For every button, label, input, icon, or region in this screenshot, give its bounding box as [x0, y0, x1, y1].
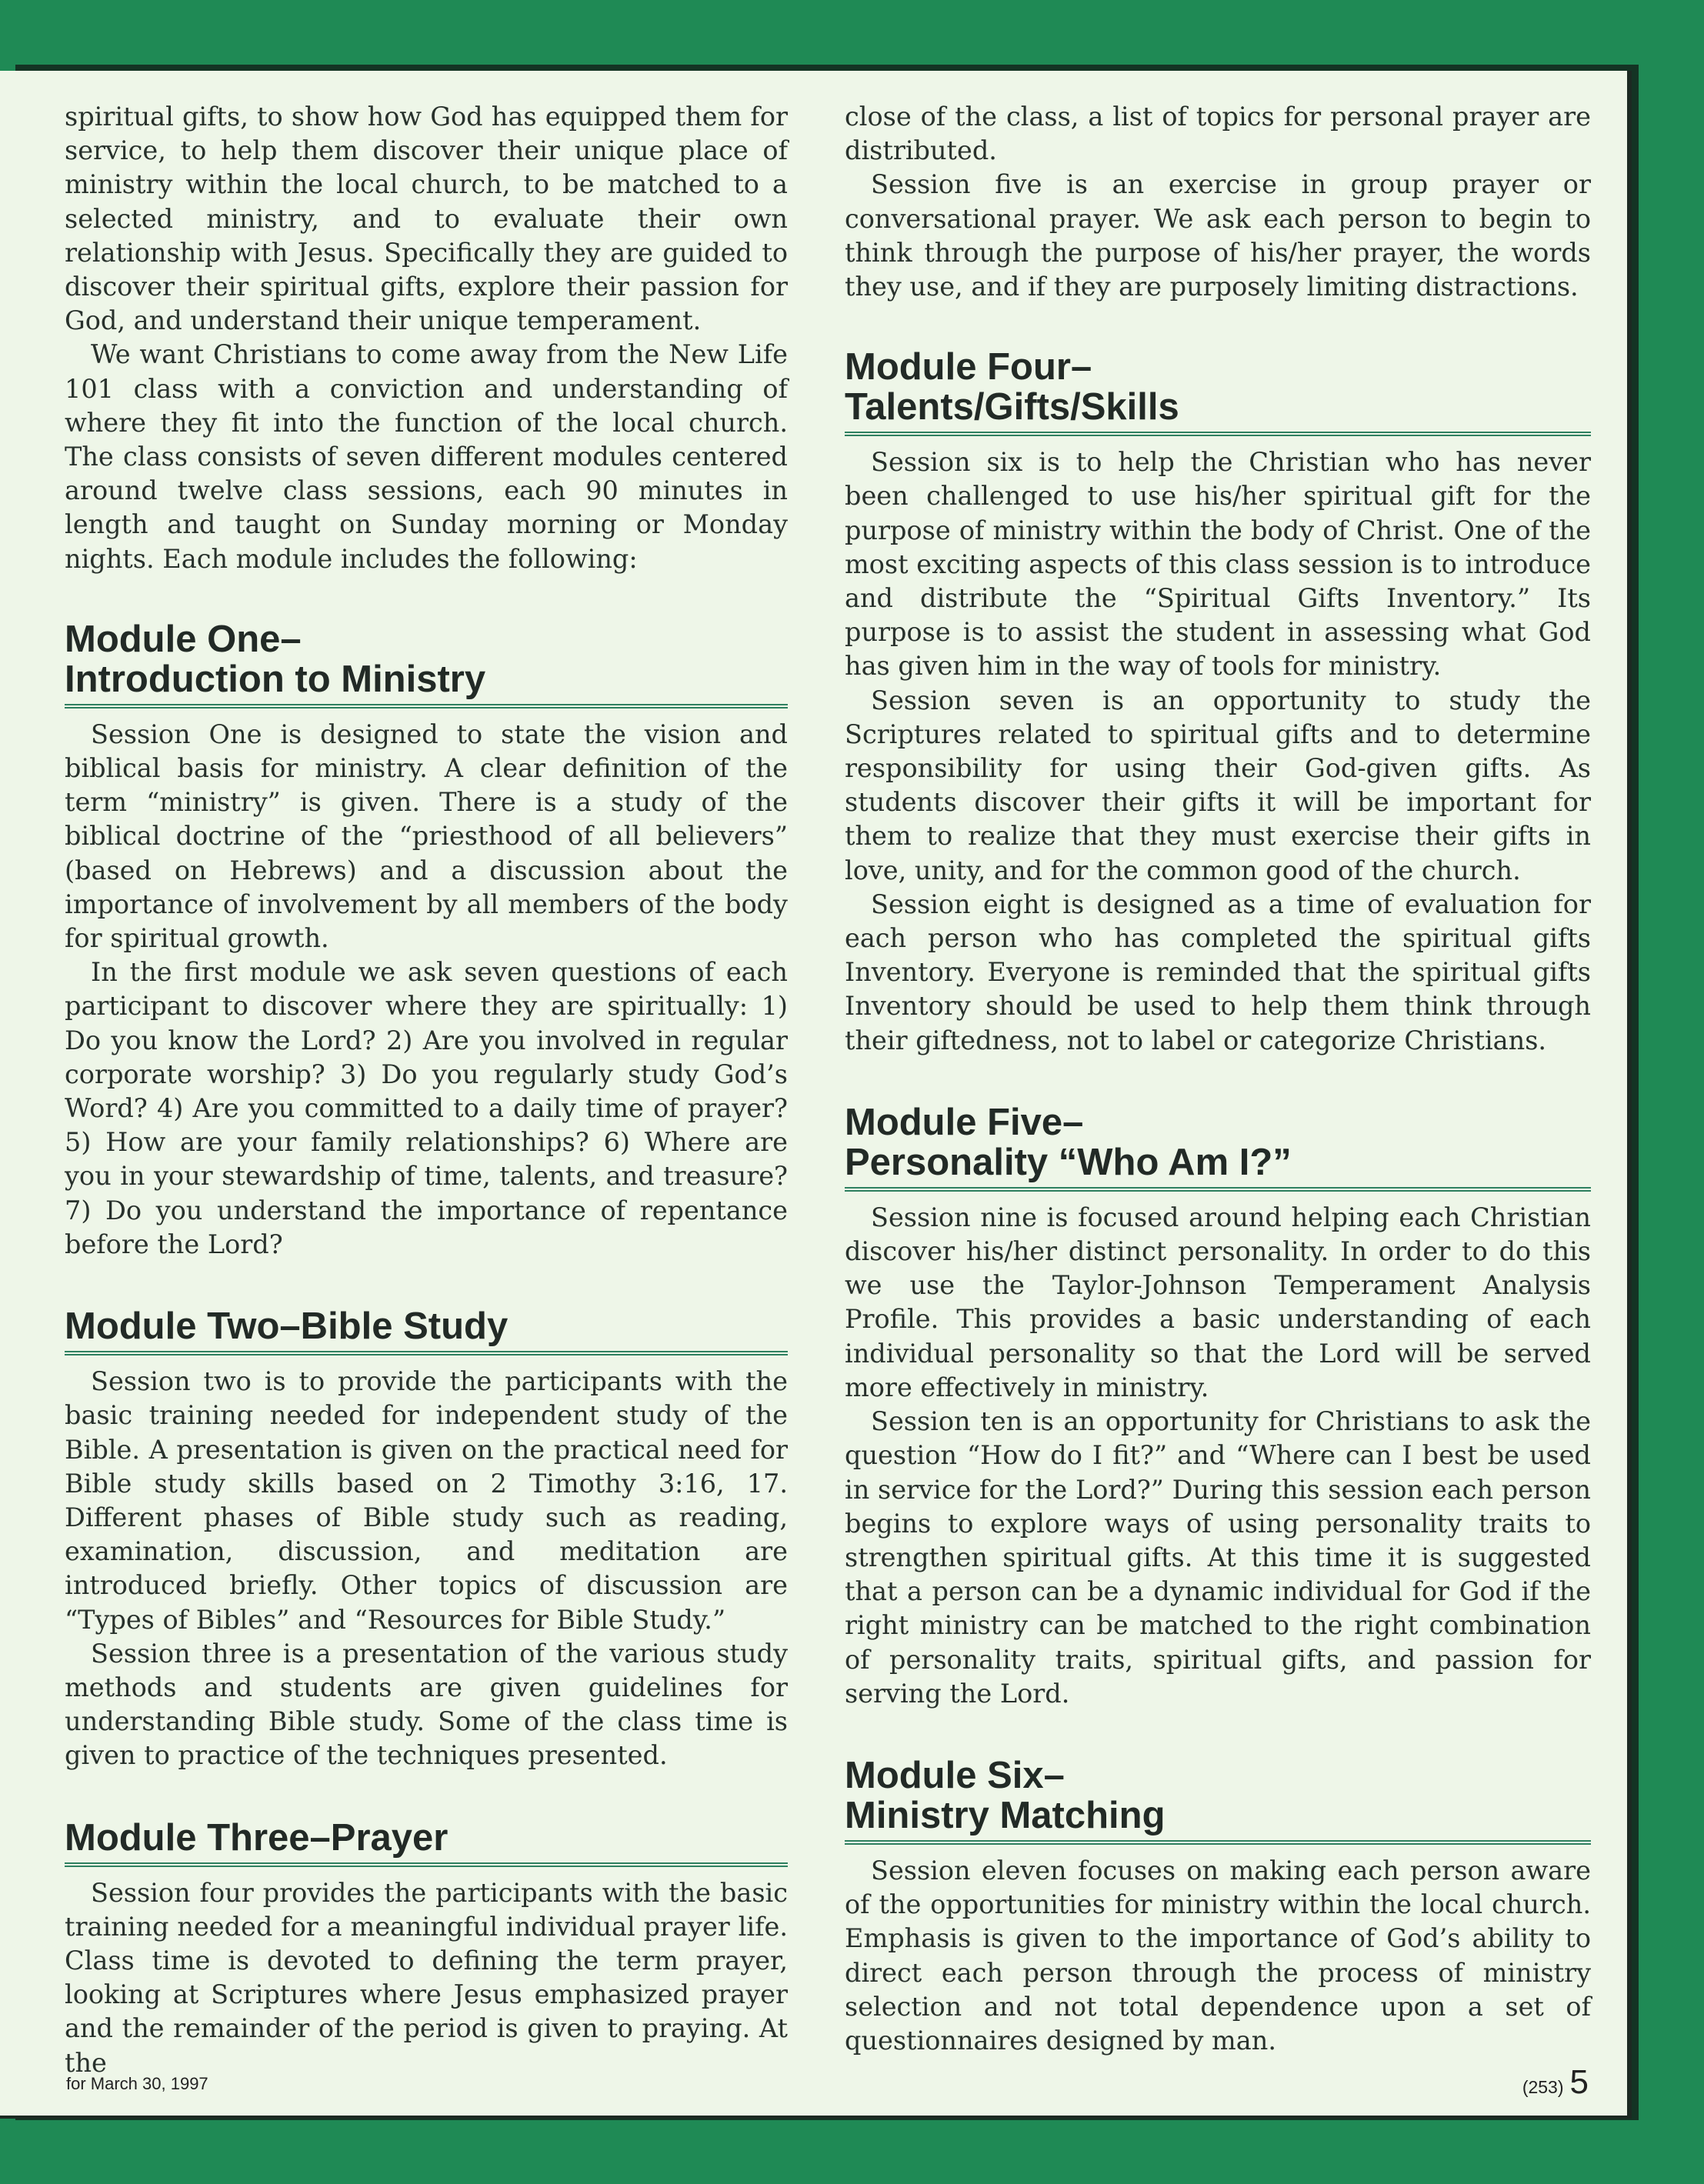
module-one-heading-line1: Module One–: [65, 618, 302, 660]
page-number: 5: [1569, 2063, 1589, 2101]
module-one-heading-line2: Introduction to Ministry: [65, 658, 486, 700]
module-one-paragraph-1: Session One is designed to state the vision and biblical basis for ministry. A clear definition of the term “ministry” is given. There is a study of the biblical doctrine of the “priesthood of all believers” (based on Hebrews) and a discussion about the importance of involvement by all members of the body for spiritual growth.: [65, 719, 788, 954]
module-six-heading: [845, 1756, 1591, 1845]
module-two-paragraph-1: Session two is to provide the participants with the basic training needed for independent study of the Bible. A presentation is given on the practical need for Bible study skills based on 2 Timothy 3:16, 17. Different phases of Bible study such as reading, examination, discussion, and meditation are introduced briefly. Other topics of discussion are “Types of Bibles” and “Resources for Bible Study.”: [65, 1366, 788, 1635]
module-three-paragraph-1: Session four provides the participants with the basic training needed for a meaningful individual prayer life. Class time is devoted to defining the term prayer, looking at Scriptures where Jesus emphasized prayer and the remainder of the period is given to praying. At the: [65, 1877, 788, 2078]
module-two-paragraph-2: Session three is a presentation of the various study methods and students are given guidelines for understanding Bible study. Some of the class time is given to practice of the techniques presented.: [65, 1638, 788, 1771]
module-one-heading: [65, 619, 788, 709]
session-five-paragraph: Session five is an exercise in group prayer or conversational prayer. We ask each person to begin to think through the purpose of his/her prayer, the words they use, and if they are purposely limiting distractions.: [845, 169, 1591, 302]
module-three-heading: [65, 1818, 788, 1867]
module-four-paragraph-2: Session seven is an opportunity to study the Scriptures related to spiritual gifts and to determine responsibility for using their God-given gifts. As students discover their gifts it will be important for them to realize that they must exercise their gifts in love, unity, and for the common good of the church.: [845, 685, 1591, 885]
module-five-heading-line2: Personality “Who Am I?”: [845, 1141, 1292, 1183]
module-four-paragraph-3: Session eight is designed as a time of evaluation for each person who has completed the spiritual gifts Inventory. Everyone is reminded that the spiritual gifts Inventory should be used to help them think through their giftedness, not to label or categorize Christians.: [845, 889, 1591, 1055]
module-two-heading-text: Module Two–Bible Study: [65, 1305, 509, 1348]
module-five-heading: [845, 1102, 1591, 1192]
right-column: [845, 100, 1591, 2058]
module-two-heading: [65, 1306, 788, 1355]
module-four-heading-line2: Talents/Gifts/Skills: [845, 386, 1179, 428]
intro-paragraph-2: We want Christians to come away from the New Life 101 class with a conviction and understanding of where they fit into the function of the local church. The class consists of seven different modules centered around twelve class sessions, each 90 minutes in length and taught on Sunday morning or Monday nights. Each module includes the following:: [65, 339, 788, 574]
module-five-heading-line1: Module Five–: [845, 1101, 1084, 1143]
prayer-continuation: close of the class, a list of topics for personal prayer are distributed.: [845, 102, 1591, 166]
module-six-paragraph-1: Session eleven focuses on making each person aware of the opportunities for ministry within the local church. Emphasis is given to the importance of God’s ability to direct each person through the process of ministry selection and not total dependence upon a set of questionnaires designed by man.: [845, 1855, 1591, 2056]
module-four-paragraph-1: Session six is to help the Christian who has never been challenged to use his/her spiritual gift for the purpose of ministry within the body of Christ. One of the most exciting aspects of this class session is to introduce and distribute the “Spiritual Gifts Inventory.” Its purpose is to assist the student in assessing what God has given him in the way of tools for ministry.: [845, 447, 1591, 682]
module-four-heading-line1: Module Four–: [845, 346, 1092, 388]
left-column: [65, 100, 788, 2080]
module-three-heading-text: Module Three–Prayer: [65, 1816, 449, 1859]
footer-date: for March 30, 1997: [66, 2074, 208, 2093]
module-five-paragraph-1: Session nine is focused around helping each Christian discover his/her distinct personality. In order to do this we use the Taylor-Johnson Temperament Analysis Profile. This provides a basic understanding of each individual personality so that the Lord will be served more effectively in ministry.: [845, 1202, 1591, 1402]
footer-page-info: [1522, 2063, 1589, 2102]
module-one-paragraph-2: In the first module we ask seven questions of each participant to discover where they are spiritually: 1) Do you know the Lord? 2) Are you involved in regular corporate worship? 3) Do you regularly study God’s Word? 4) Are you committed to a daily time of prayer? 5) How are your family relationships? 6) Where are you in your stewardship of time, talents, and treasure? 7) Do you understand the importance of repentance before the Lord?: [65, 957, 788, 1259]
magazine-page: [0, 71, 1632, 2119]
intro-paragraph-1: spiritual gifts, to show how God has equipped them for service, to help them discover their unique place of ministry within the local church, to be matched to a selected ministry, and to evaluate their own relationship with Jesus. Specifically they are guided to discover their spiritual gifts, explore their passion for God, and understand their unique temperament.: [65, 102, 788, 336]
module-four-heading: [845, 347, 1591, 436]
module-six-heading-line1: Module Six–: [845, 1754, 1065, 1796]
module-six-heading-line2: Ministry Matching: [845, 1794, 1165, 1836]
module-five-paragraph-2: Session ten is an opportunity for Christians to ask the question “How do I fit?” and “Where can I best be used in service for the Lord?” During this session each person begins to explore ways of using personality traits to strengthen spiritual gifts. At this time it is suggested that a person can be a dynamic individual for God if the right ministry can be matched to the right combination of personality traits, spiritual gifts, and passion for serving the Lord.: [845, 1406, 1591, 1709]
footer-code: (253): [1522, 2077, 1564, 2097]
